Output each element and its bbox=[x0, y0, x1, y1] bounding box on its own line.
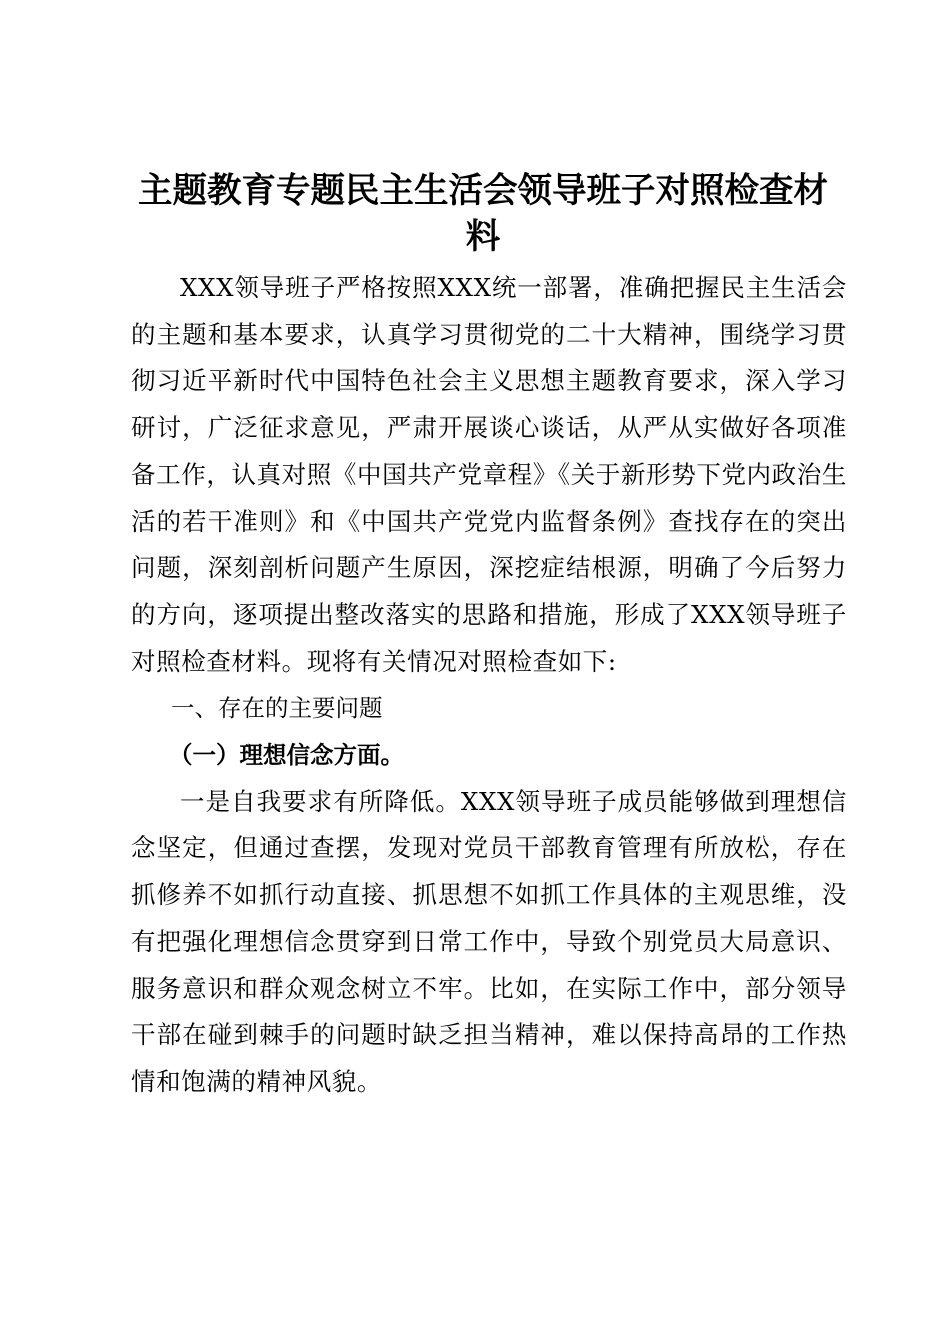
document-body bbox=[131, 265, 847, 1106]
body-paragraph: 一是自我要求有所降低。XXX领导班子成员能够做到理想信念坚定，但通过查摆，发现对党员干部教育管理有所放松，存在抓修养不如抓行动直接、抓思想不如抓工作具体的主观思维，没有把强化理想信念贯穿到日常工作中，导致个别党员大局意识、服务意识和群众观念树立不牢。比如，在实际工作中，部分领导干部在碰到棘手的问题时缺乏担当精神，难以保持高昂的工作热情和饱满的精神风貌。 bbox=[131, 786, 847, 1096]
intro-paragraph: XXX领导班子严格按照XXX统一部署，准确把握民主生活会的主题和基本要求，认真学习贯彻党的二十大精神，围绕学习贯彻习近平新时代中国特色社会主义思想主题教育要求，深入学习研讨，广泛征求意见，严肃开展谈心谈话，从严从实做好各项准备工作，认真对照《中国共产党章程》《关于新形势下党内政治生活的若干准则》和《中国共产党党内监督条例》查找存在的突出问题，深刻剖析问题产生原因，深挖症结根源，明确了今后努力的方向，逐项提出整改落实的思路和措施，形成了XXX领导班子对照检查材料。现将有关情况对照检查如下: bbox=[131, 273, 847, 676]
section-heading: 一、存在的主要问题 bbox=[171, 694, 383, 723]
subsection-heading: （一）理想信念方面。 bbox=[169, 741, 404, 770]
document-title: 主题教育专题民主生活会领导班子对照检查材料 bbox=[138, 171, 828, 257]
